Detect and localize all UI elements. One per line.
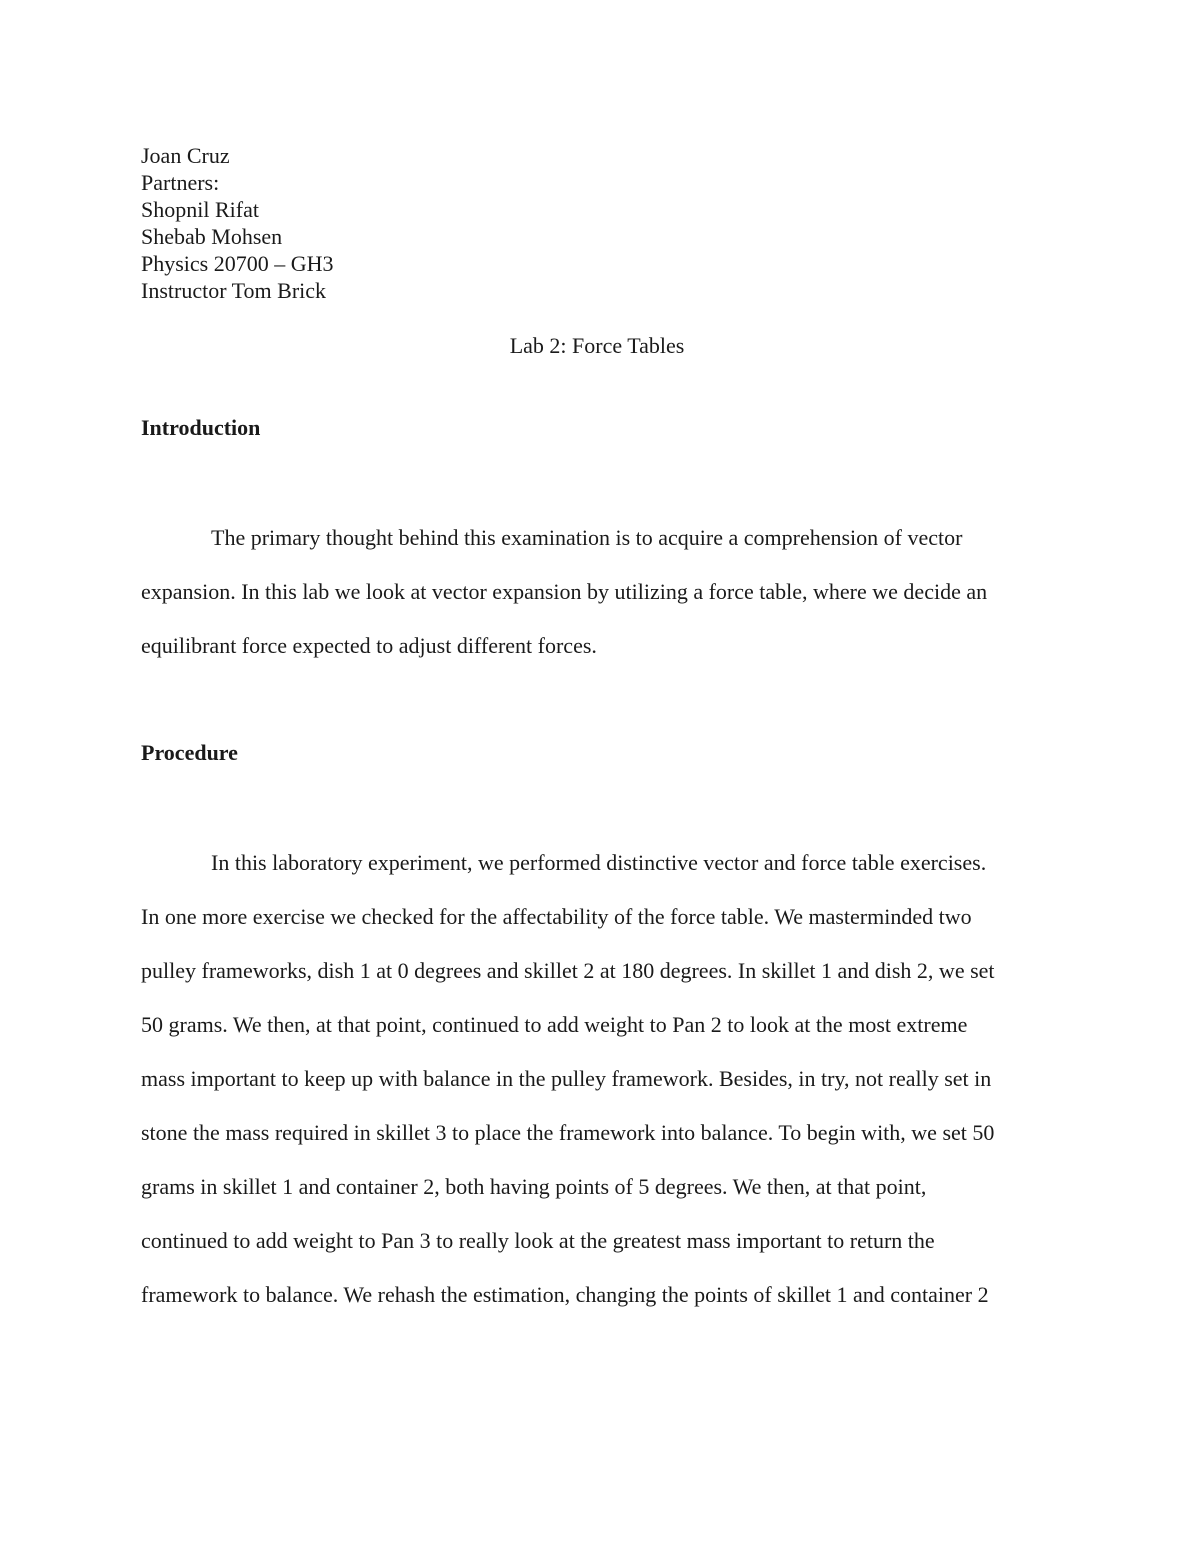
- document-title: Lab 2: Force Tables: [509, 333, 685, 358]
- author-name: Joan Cruz: [141, 143, 230, 168]
- paragraph-line: grams in skillet 1 and container 2, both having points of 5 degrees. We then, at that point,: [141, 1174, 927, 1199]
- introduction-heading: Introduction: [141, 415, 261, 440]
- instructor-name: Instructor Tom Brick: [141, 278, 327, 303]
- paragraph-line: framework to balance. We rehash the estimation, changing the points of skillet 1 and container 2: [141, 1282, 989, 1307]
- header-block: [141, 142, 1061, 304]
- procedure-paragraph: [141, 836, 1061, 1322]
- paragraph-line: continued to add weight to Pan 3 to really look at the greatest mass important to return the: [141, 1228, 935, 1253]
- course-name: Physics 20700 – GH3: [141, 251, 334, 276]
- paragraph-line: expansion. In this lab we look at vector expansion by utilizing a force table, where we decide an: [141, 579, 988, 604]
- paragraph-line: The primary thought behind this examination is to acquire a comprehension of vector: [211, 525, 963, 550]
- introduction-paragraph: [141, 511, 1061, 673]
- partner-name: Shopnil Rifat: [141, 197, 259, 222]
- paragraph-line: 50 grams. We then, at that point, continued to add weight to Pan 2 to look at the most extreme: [141, 1012, 968, 1037]
- paragraph-line: stone the mass required in skillet 3 to place the framework into balance. To begin with, we set 50: [141, 1120, 995, 1145]
- partners-label: Partners:: [141, 170, 220, 195]
- paragraph-line: In one more exercise we checked for the affectability of the force table. We masterminded two: [141, 904, 972, 929]
- document-page: [141, 142, 1061, 1322]
- partner-name: Shebab Mohsen: [141, 224, 283, 249]
- paragraph-line: equilibrant force expected to adjust different forces.: [141, 633, 597, 658]
- paragraph-line: pulley frameworks, dish 1 at 0 degrees and skillet 2 at 180 degrees. In skillet 1 and dish 2, we set: [141, 958, 995, 983]
- paragraph-line: mass important to keep up with balance in the pulley framework. Besides, in try, not really set in: [141, 1066, 992, 1091]
- procedure-heading: Procedure: [141, 740, 238, 765]
- paragraph-line: In this laboratory experiment, we performed distinctive vector and force table exercises.: [211, 850, 987, 875]
